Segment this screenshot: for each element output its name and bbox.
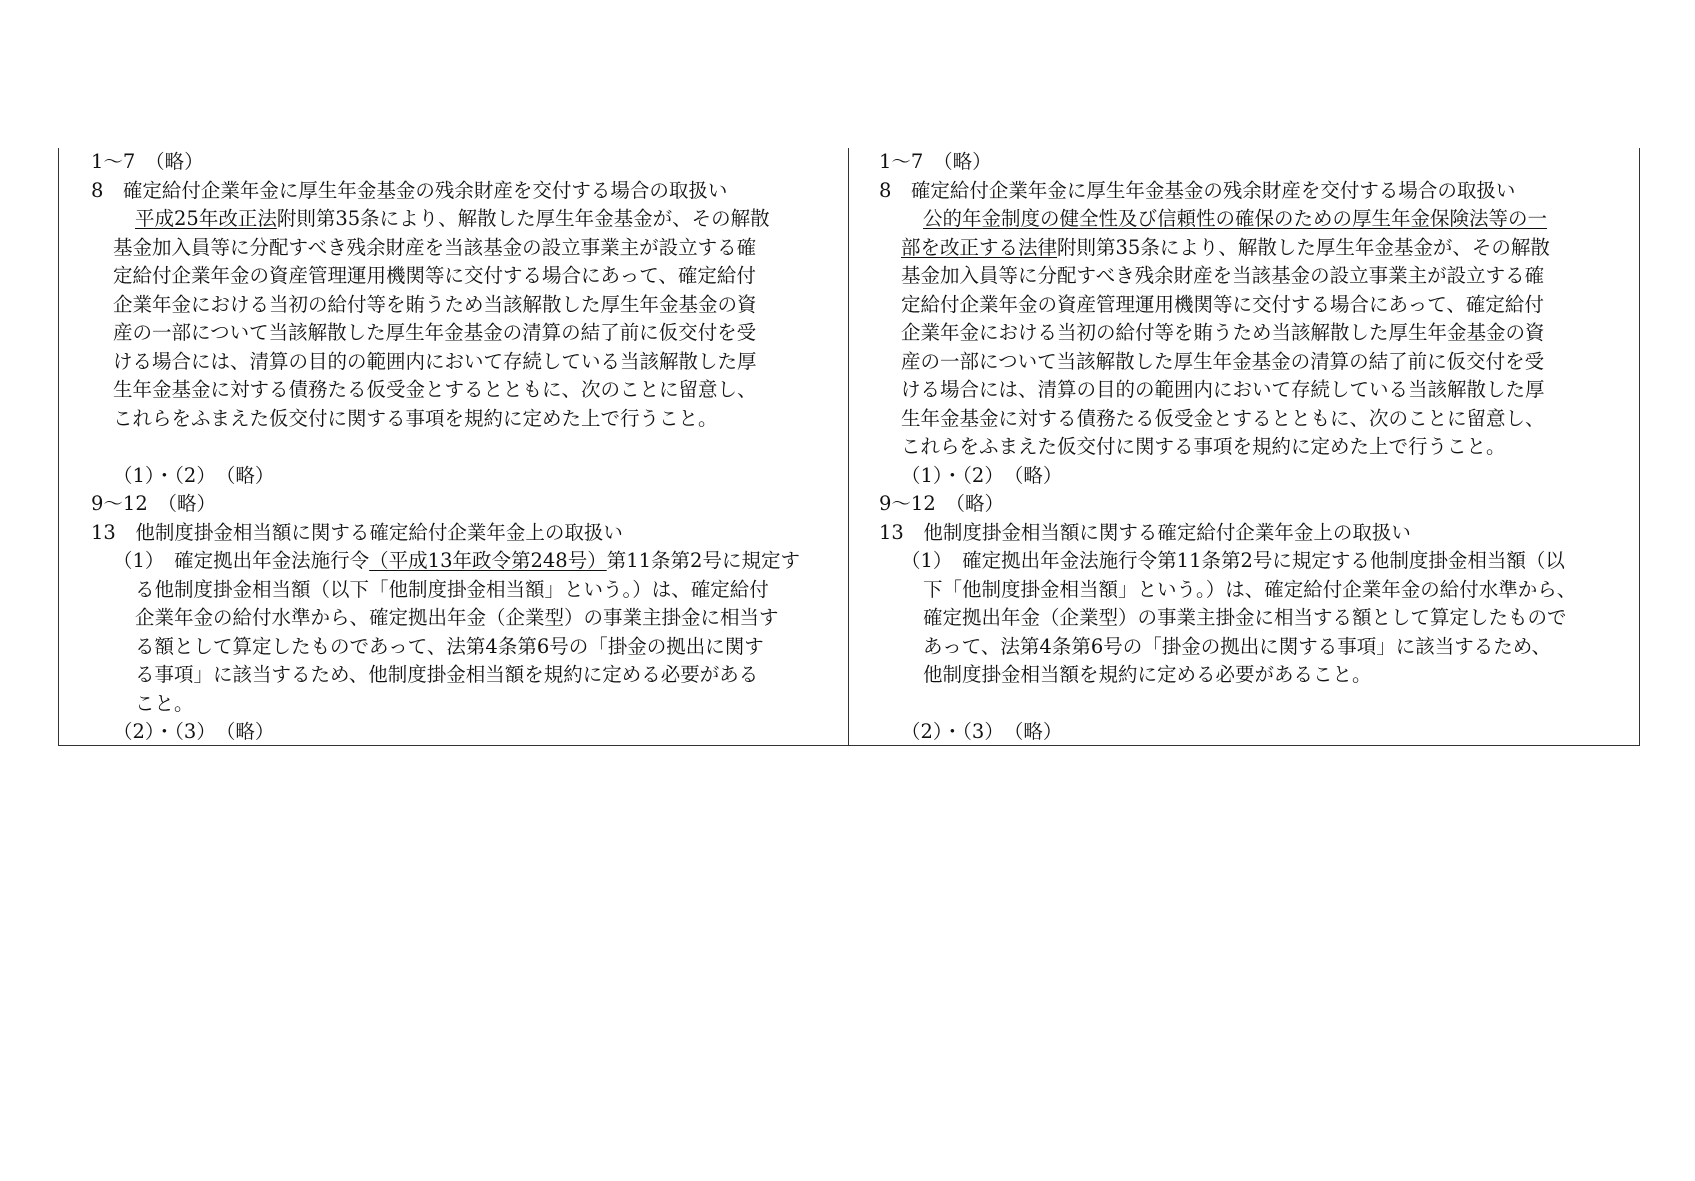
text-line: 1〜7 （略） <box>879 150 992 173</box>
blank-line <box>879 690 1629 719</box>
section-heading: 8 確定給付企業年金に厚生年金基金の残余財産を交付する場合の取扱い <box>91 178 728 202</box>
column-divider <box>848 148 849 745</box>
section-heading: 8 確定給付企業年金に厚生年金基金の残余財産を交付する場合の取扱い <box>879 178 1516 202</box>
text-line: 生年金基金に対する債務たる仮受金とするとともに、次のことに留意し、 <box>113 378 757 401</box>
text-line: 定給付企業年金の資産管理運用機関等に交付する場合にあって、確定給付 <box>113 264 756 287</box>
section-heading: 13 他制度掛金相当額に関する確定給付企業年金上の取扱い <box>91 520 623 544</box>
text-line: る額として算定したものであって、法第4条第6号の「掛金の拠出に関す <box>135 634 764 658</box>
text-line: （1）・（2） （略） <box>901 463 1063 487</box>
text-line <box>91 205 841 234</box>
text-line <box>91 547 841 576</box>
underlined-text: 平成25年改正法 <box>135 207 277 230</box>
section-heading: 13 他制度掛金相当額に関する確定給付企業年金上の取扱い <box>879 520 1411 544</box>
text-line: （2）・（3） （略） <box>113 720 275 743</box>
text-line: これらをふまえた仮交付に関する事項を規約に定めた上で行うこと。 <box>113 406 718 430</box>
text-line: 他制度掛金相当額を規約に定める必要があること。 <box>923 663 1372 686</box>
text-line: ける場合には、清算の目的の範囲内において存続している当該解散した厚 <box>113 349 757 373</box>
text-line: 産の一部について当該解散した厚生年金基金の清算の結了前に仮交付を受 <box>113 321 757 344</box>
text-line: 企業年金の給付水準から、確定拠出年金（企業型）の事業主掛金に相当す <box>135 606 779 629</box>
text-line: 9〜12 （略） <box>879 492 1004 515</box>
text-line: これらをふまえた仮交付に関する事項を規約に定めた上で行うこと。 <box>901 435 1506 458</box>
text-line: 基金加入員等に分配すべき残余財産を当該基金の設立事業主が設立する確 <box>113 235 757 259</box>
text-span: 第11条第2号に規定す <box>606 549 800 572</box>
text-line <box>879 205 1629 234</box>
text-line: 生年金基金に対する債務たる仮受金とするとともに、次のことに留意し、 <box>901 406 1545 430</box>
text-line: （2）・（3） （略） <box>901 720 1063 743</box>
underlined-text: 部を改正する法律 <box>901 235 1058 259</box>
text-line: 企業年金における当初の給付等を賄うため当該解散した厚生年金基金の資 <box>901 321 1545 344</box>
blank-line <box>91 433 841 462</box>
underlined-text: （平成13年政令第248号） <box>369 549 607 572</box>
text-line: 基金加入員等に分配すべき残余財産を当該基金の設立事業主が設立する確 <box>901 264 1545 287</box>
text-line: こと。 <box>135 691 194 715</box>
underlined-text: 公的年金制度の健全性及び信頼性の確保のための厚生年金保険法等の一 <box>923 207 1548 230</box>
text-line: る他制度掛金相当額（以下「他制度掛金相当額」という。）は、確定給付 <box>135 577 769 601</box>
text-line <box>879 234 1629 263</box>
text-line: 下「他制度掛金相当額」という。）は、確定給付企業年金の給付水準から、 <box>923 577 1577 601</box>
comparison-table <box>58 148 1640 746</box>
text-line: 定給付企業年金の資産管理運用機関等に交付する場合にあって、確定給付 <box>901 292 1544 316</box>
text-line: あって、法第4条第6号の「掛金の拠出に関する事項」に該当するため、 <box>923 634 1551 658</box>
text-span: 附則第35条により、解散した厚生年金基金が、その解散 <box>1057 235 1550 259</box>
text-line: 確定拠出年金（企業型）の事業主掛金に相当する額として算定したもので <box>923 606 1567 629</box>
text-line: る事項」に該当するため、他制度掛金相当額を規約に定める必要がある <box>135 663 759 686</box>
text-line: 企業年金における当初の給付等を賄うため当該解散した厚生年金基金の資 <box>113 292 757 316</box>
text-line: ける場合には、清算の目的の範囲内において存続している当該解散した厚 <box>901 378 1545 401</box>
text-line: 産の一部について当該解散した厚生年金基金の清算の結了前に仮交付を受 <box>901 349 1545 373</box>
text-span: 附則第35条により、解散した厚生年金基金が、その解散 <box>276 207 770 230</box>
text-line: 9〜12 （略） <box>91 492 216 515</box>
left-column-current <box>91 148 841 745</box>
text-line: （1） 確定拠出年金法施行令第11条第2号に規定する他制度掛金相当額（以 <box>901 549 1565 572</box>
text-span: （1） 確定拠出年金法施行令 <box>113 549 370 572</box>
text-line: （1）・（2） （略） <box>113 463 275 487</box>
right-column-previous <box>879 148 1629 745</box>
text-line: 1〜7 （略） <box>91 150 204 173</box>
